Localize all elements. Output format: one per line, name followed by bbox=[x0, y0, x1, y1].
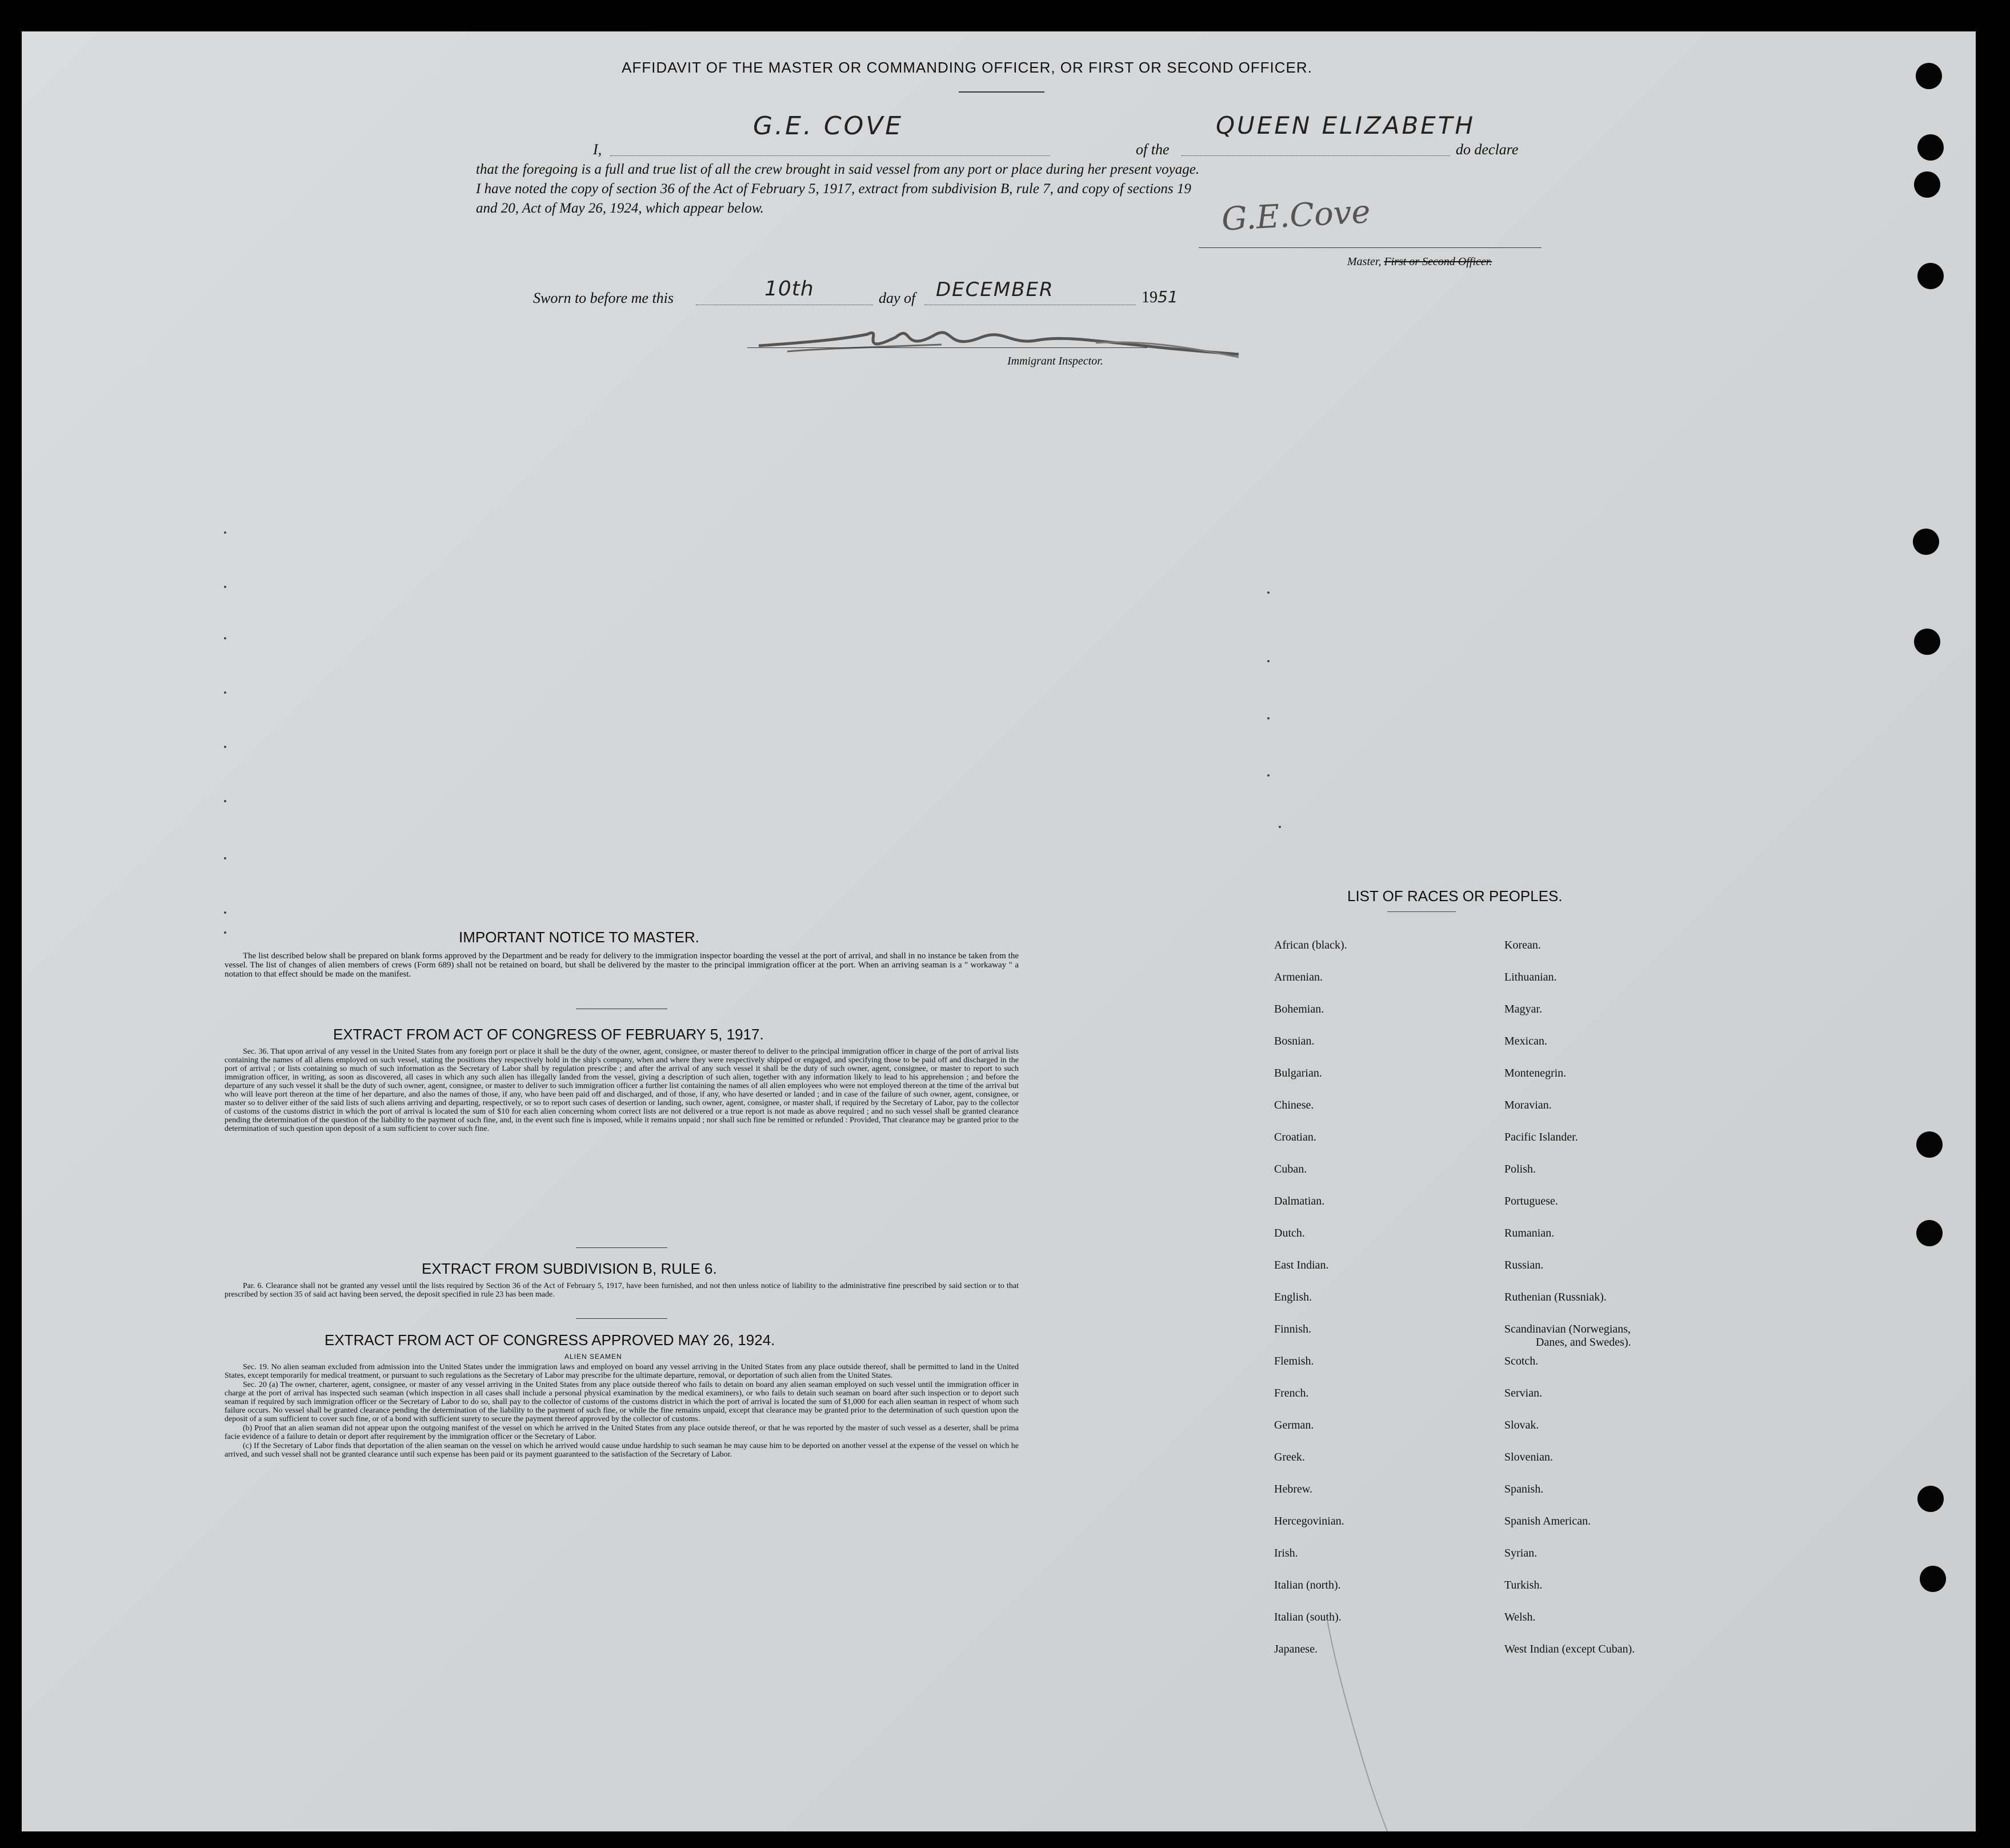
vessel-name-line bbox=[1182, 155, 1450, 156]
of-the-label: of the bbox=[1136, 141, 1170, 158]
punch-hole bbox=[1917, 134, 1944, 161]
race-left: Japanese. bbox=[1274, 1643, 1318, 1655]
extract-1924-paragraph: Sec. 19. No alien seaman excluded from admission into the United States under the immigration laws and employed on board any vessel arriving in the United States from any place outside thereof, shall be permitted to land in the United States, except temporarily for medical treatment, or pursuant to such regulations as the Secretary of Labor may prescribe for the ultimate departure, removal, or deportation of such alien from the United States. bbox=[225, 1363, 1019, 1380]
tick-mark bbox=[224, 637, 226, 639]
punch-hole bbox=[1916, 1131, 1943, 1158]
race-right: Polish. bbox=[1504, 1163, 1536, 1175]
affidavit-line-3: I have noted the copy of section 36 of the Act of February 5, 1917, extract from subdivision B, rule 7, and copy of sections 19 bbox=[476, 181, 1191, 197]
races-title: LIST OF RACES OR PEOPLES. bbox=[1347, 887, 1563, 905]
race-right: Portuguese. bbox=[1504, 1195, 1558, 1207]
rule-6-rule bbox=[576, 1318, 667, 1319]
tick-mark bbox=[1267, 774, 1270, 777]
race-right: Servian. bbox=[1504, 1387, 1543, 1399]
tick-mark bbox=[224, 531, 226, 534]
affidavit-heading: AFFIDAVIT OF THE MASTER OR COMMANDING OFFICER, OR FIRST OR SECOND OFFICER. bbox=[622, 59, 1312, 76]
tick-mark bbox=[224, 931, 226, 934]
race-right: Scandinavian (Norwegians, bbox=[1504, 1323, 1631, 1335]
extract-1924-paragraph: Sec. 20 (a) The owner, charterer, agent, consignee, or master of any vessel arriving in the United States from any place outside thereof who fails to detain on board any alien seaman employed on such vessel until the immigration officer in charge at the port of arrival has inspected such seaman (which inspection in all cases shall include a personal physical examination by the medical examiners), or who fails to detain such seaman on board after such inspection or to deport such seaman if required by such immigration officer or the Secretary of Labor to do so, shall pay to the collector of customs of the customs district in which the port of arrival is located the sum of $1,000 for each alien seaman in respect of whom such failure occurs. No vessel shall be granted clearance pending the determination of the liability to the payment of such fine, or while the fine remains unpaid, except that clearance may be granted prior to the determination of such question upon the deposit of a sum sufficient to cover such fine, or of a bond with sufficient surety to secure the payment thereof approved by the collector of customs. bbox=[225, 1381, 1019, 1423]
year-handwritten: 51 bbox=[1158, 287, 1178, 306]
extract-1917-rule bbox=[576, 1247, 667, 1248]
punch-hole bbox=[1917, 263, 1944, 289]
tick-mark bbox=[224, 691, 226, 694]
extract-1924-paragraph: (c) If the Secretary of Labor finds that deportation of the alien seaman on the vessel on which he arrived would cause undue hardship to such seaman he may cause him to be deported on another vessel at the expense of the vessel on which he arrived, and such vessel shall not be granted clearance until such expense has been paid or its payment guaranteed to the satisfaction of the Secretary of Labor. bbox=[225, 1442, 1019, 1459]
race-left: Bulgarian. bbox=[1274, 1067, 1322, 1079]
race-right: Magyar. bbox=[1504, 1003, 1543, 1015]
rule-6-body: Par. 6. Clearance shall not be granted any vessel until the lists required by Section 36 of the Act of February 5, 1917, have been furnished, and not then unless notice of liability to the administrative fine prescribed by said section or to that prescribed by section 35 of said act having been served, the deposit specified in rule 23 has been made. bbox=[225, 1282, 1019, 1299]
race-left: African (black). bbox=[1274, 939, 1347, 951]
vessel-name: QUEEN ELIZABETH bbox=[1216, 111, 1476, 139]
rule-6-title: EXTRACT FROM SUBDIVISION B, RULE 6. bbox=[422, 1260, 717, 1277]
race-left: Cuban. bbox=[1274, 1163, 1307, 1175]
race-left: Dalmatian. bbox=[1274, 1195, 1325, 1207]
race-left: Bohemian. bbox=[1274, 1003, 1324, 1015]
year-prefix: 19 bbox=[1142, 289, 1158, 306]
sworn-label: Sworn to before me this bbox=[533, 290, 674, 306]
punch-hole bbox=[1916, 1220, 1943, 1246]
race-right: Spanish. bbox=[1504, 1483, 1544, 1495]
affidavit-line-4: and 20, Act of May 26, 1924, which appear below. bbox=[476, 201, 764, 216]
master-name: G.E. COVE bbox=[753, 111, 904, 141]
tick-mark bbox=[224, 857, 226, 859]
race-left: Irish. bbox=[1274, 1547, 1298, 1559]
race-left: Finnish. bbox=[1274, 1323, 1312, 1335]
day-of-label: day of bbox=[879, 290, 916, 306]
punch-hole bbox=[1916, 63, 1942, 89]
race-right: Welsh. bbox=[1504, 1611, 1536, 1623]
race-left: Bosnian. bbox=[1274, 1035, 1315, 1047]
race-left: Dutch. bbox=[1274, 1227, 1305, 1239]
sworn-month: DECEMBER bbox=[936, 278, 1054, 301]
do-declare-label: do declare bbox=[1456, 141, 1519, 158]
race-left: Italian (north). bbox=[1274, 1579, 1341, 1591]
sworn-day: 10th bbox=[764, 277, 814, 301]
race-right: Slovenian. bbox=[1504, 1451, 1553, 1463]
race-right: Lithuanian. bbox=[1504, 971, 1557, 983]
race-left: Flemish. bbox=[1274, 1355, 1314, 1367]
punch-hole bbox=[1914, 629, 1940, 655]
tick-mark bbox=[1267, 717, 1270, 719]
race-right: Syrian. bbox=[1504, 1547, 1537, 1559]
race-right: Spanish American. bbox=[1504, 1515, 1591, 1527]
race-right-continuation: Danes, and Swedes). bbox=[1536, 1336, 1631, 1349]
race-right: Russian. bbox=[1504, 1259, 1544, 1271]
notice-body: The list described below shall be prepared on blank forms approved by the Department and be ready for delivery to the immigration inspector boarding the vessel at the port of arrival, and shall in no instance be taken from the vessel. The list of changes of alien members of crews (Form 689) shall not be retained on board, but shall be delivered by the master to the principal immigration officer at the port. When an arriving seaman is a " workaway " a notation to that effect should be made on the manifest. bbox=[225, 951, 1019, 979]
race-right: Slovak. bbox=[1504, 1419, 1539, 1431]
affidavit-i-label: I, bbox=[593, 141, 602, 158]
extract-1924-body bbox=[225, 1363, 1019, 1459]
tick-mark bbox=[1267, 660, 1270, 662]
document-page bbox=[22, 31, 1976, 1831]
caption-struck-officer: First or Second Officer. bbox=[1384, 255, 1492, 268]
race-right: Rumanian. bbox=[1504, 1227, 1555, 1239]
sworn-year bbox=[1142, 287, 1178, 307]
affidavit-line-2: that the foregoing is a full and true list of all the crew brought in said vessel from any port or place during her present voyage. bbox=[476, 162, 1200, 177]
race-right: West Indian (except Cuban). bbox=[1504, 1643, 1635, 1655]
race-right: Moravian. bbox=[1504, 1099, 1552, 1111]
race-left: Greek. bbox=[1274, 1451, 1305, 1463]
race-right: Montenegrin. bbox=[1504, 1067, 1567, 1079]
tick-mark bbox=[1267, 591, 1270, 594]
punch-hole bbox=[1913, 529, 1939, 555]
race-left: East Indian. bbox=[1274, 1259, 1329, 1271]
tick-mark bbox=[224, 800, 226, 802]
punch-hole bbox=[1914, 171, 1940, 198]
inspector-line bbox=[747, 347, 1147, 348]
races-title-rule bbox=[1387, 911, 1456, 912]
race-left: Hercegovinian. bbox=[1274, 1515, 1344, 1527]
race-left: Italian (south). bbox=[1274, 1611, 1342, 1623]
race-left: Hebrew. bbox=[1274, 1483, 1313, 1495]
race-right: Turkish. bbox=[1504, 1579, 1543, 1591]
master-signature: G.E.Cove bbox=[1220, 193, 1372, 238]
tick-mark bbox=[1279, 826, 1281, 828]
tick-mark bbox=[224, 746, 226, 748]
race-left: English. bbox=[1274, 1291, 1312, 1303]
race-left: Armenian. bbox=[1274, 971, 1323, 983]
race-right: Pacific Islander. bbox=[1504, 1131, 1578, 1143]
heading-rule bbox=[959, 91, 1044, 93]
race-right: Ruthenian (Russniak). bbox=[1504, 1291, 1607, 1303]
extract-1924-title: EXTRACT FROM ACT OF CONGRESS APPROVED MAY 26, 1924. bbox=[325, 1331, 775, 1349]
master-name-line bbox=[610, 155, 1050, 156]
signature-line bbox=[1199, 247, 1541, 248]
tick-mark bbox=[224, 911, 226, 914]
punch-hole bbox=[1917, 1486, 1944, 1512]
race-left: Chinese. bbox=[1274, 1099, 1314, 1111]
extract-1924-paragraph: (b) Proof that an alien seaman did not appear upon the outgoing manifest of the vessel on which he arrived in the United States from any place outside thereof, or that he was reported by the master of such vessel as a deserter, shall be prima facie evidence of a failure to detain or deport after requirement by the immigration officer or the Secretary of Labor. bbox=[225, 1424, 1019, 1441]
inspector-caption: Immigrant Inspector. bbox=[1007, 355, 1103, 367]
punch-hole bbox=[1920, 1566, 1946, 1592]
tick-mark bbox=[224, 586, 226, 588]
extract-1924-subtitle: ALIEN SEAMEN bbox=[564, 1353, 622, 1361]
race-left: German. bbox=[1274, 1419, 1314, 1431]
inspector-signature bbox=[753, 311, 1244, 374]
race-left: Croatian. bbox=[1274, 1131, 1316, 1143]
paper-crease bbox=[1324, 1620, 1393, 1831]
signature-caption bbox=[1347, 255, 1492, 269]
extract-1917-title: EXTRACT FROM ACT OF CONGRESS OF FEBRUARY 5, 1917. bbox=[333, 1026, 764, 1043]
race-right: Mexican. bbox=[1504, 1035, 1547, 1047]
caption-master: Master, bbox=[1347, 255, 1382, 268]
race-right: Scotch. bbox=[1504, 1355, 1539, 1367]
extract-1917-body: Sec. 36. That upon arrival of any vessel in the United States from any foreign port or place it shall be the duty of the owner, agent, consignee, or master thereof to deliver to the principal immigration officer in charge of the port of arrival lists containing the names of all aliens employed on such vessel, stating the positions they respectively hold in the ship's company, when and where they were respectively shipped or engaged, and specifying those to be paid off and discharged in the port of arrival ; or lists containing so much of such information as the Secretary of Labor shall by regulation prescribe ; and after the arrival of any such vessel it shall be the duty of such owner, agent, consignee, or master to report to such immigration officer, in writing, as soon as discovered, all cases in which any such alien has illegally landed from the vessel, giving a description of such alien, together with any information likely to lead to his apprehension ; and before the departure of any such vessel it shall be the duty of such owner, agent, consignee, or master to deliver to such immigration officer a further list containing the names of all alien employees who were not employed thereon at the time of the arrival but who will leave port thereon at the time of her departure, and also the names of those, if any, who have been paid off and discharged, and of those, if any, who have deserted or landed ; and in case of the failure of such owner, agent, consignee, or master so to deliver either of the said lists of such aliens arriving and departing, respectively, or so to report such cases of desertion or landing, such owner, agent, consignee, or master shall, if required by the Secretary of Labor, pay to the collector of customs of the customs district in which the port of arrival is located the sum of $10 for each alien concerning whom correct lists are not delivered or a true report is not made as above required ; and no such vessel shall be granted clearance pending the determination of the question of the liability to the payment of such fine, and, in the event such fine is imposed, while it remains unpaid ; nor shall such fine be remitted or refunded : Provided, That clearance may be granted prior to the determination of such question upon deposit of a sum sufficient to cover such fine. bbox=[225, 1047, 1019, 1133]
notice-title: IMPORTANT NOTICE TO MASTER. bbox=[459, 929, 699, 946]
race-left: French. bbox=[1274, 1387, 1309, 1399]
race-right: Korean. bbox=[1504, 939, 1541, 951]
